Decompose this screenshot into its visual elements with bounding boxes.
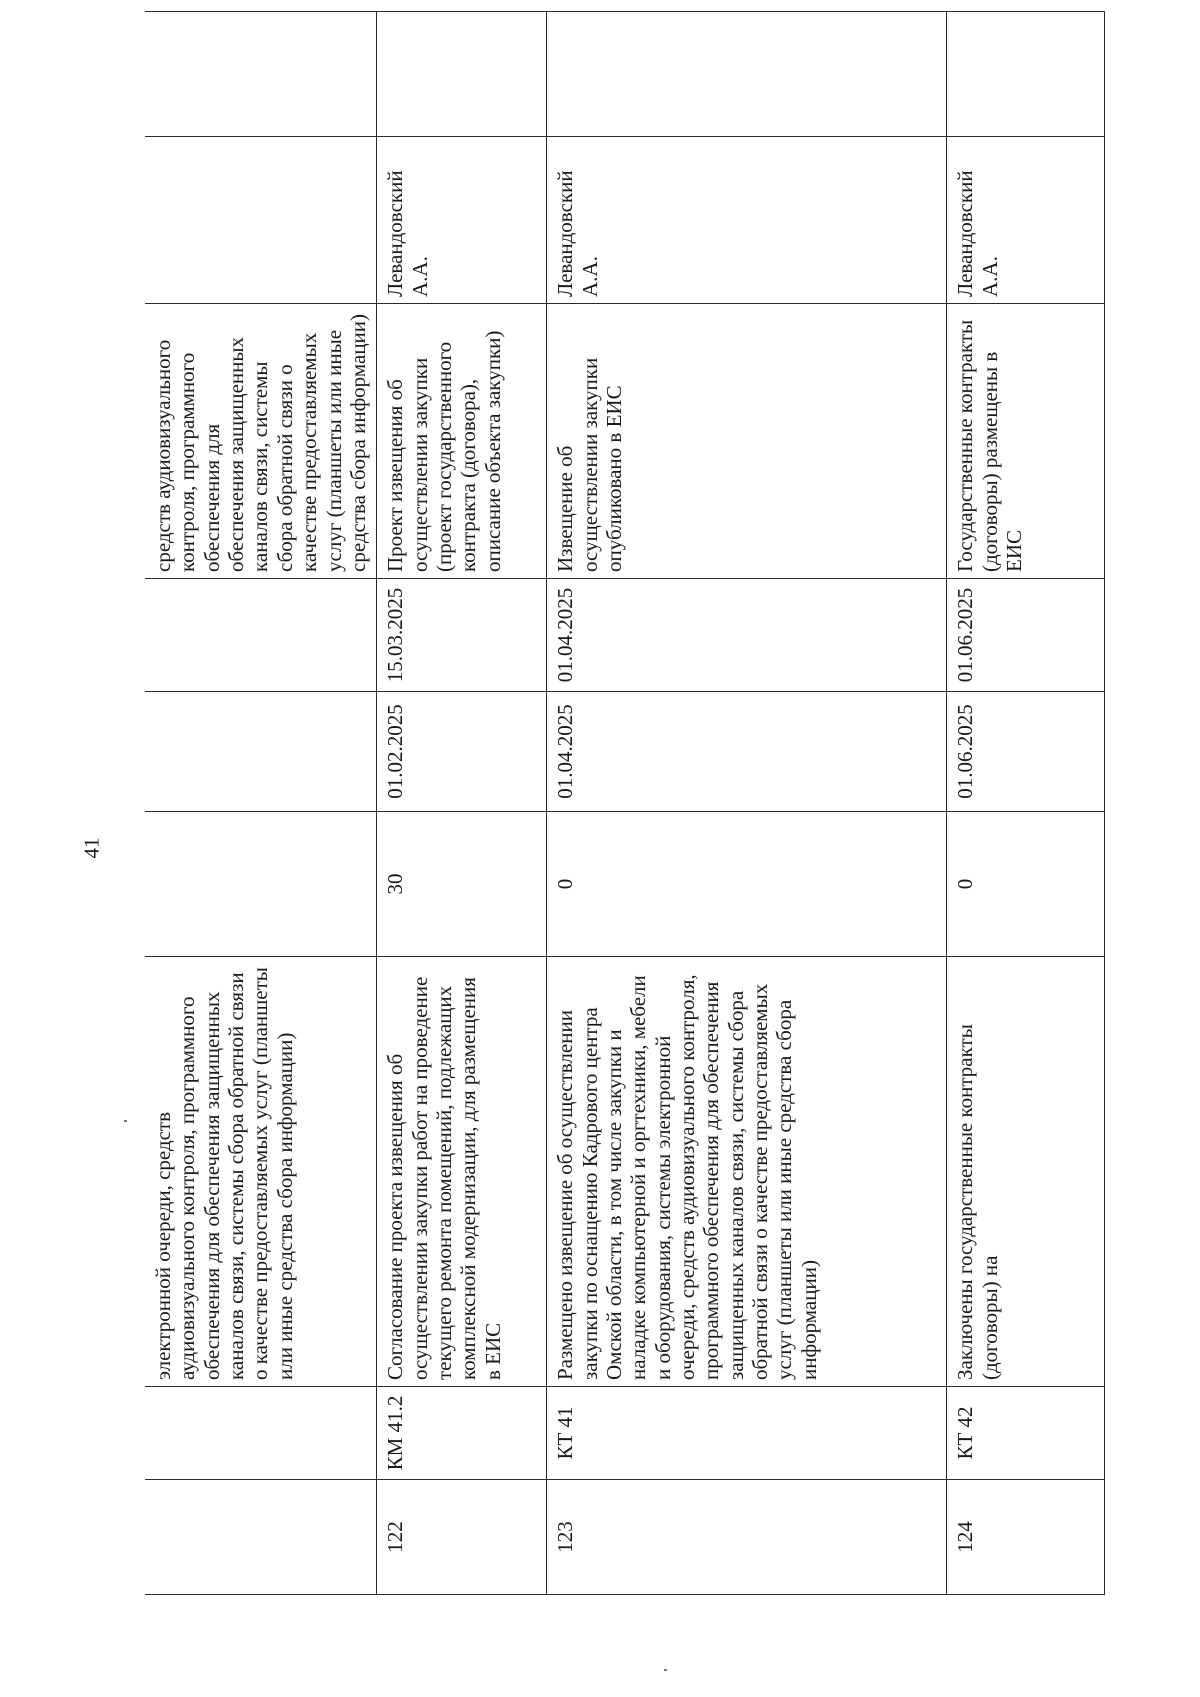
cell-end: 01.04.2025 [547, 579, 947, 692]
cell-responsible: Левандовский А.А. [947, 137, 1105, 304]
scan-artifact [124, 1120, 127, 1122]
cell-start: 01.04.2025 [547, 692, 947, 812]
plan-table [145, 11, 1105, 1595]
cell-result: Государственные контракты (договоры) размещены в ЕИС [947, 304, 1105, 579]
cell-duration: 30 [377, 812, 547, 957]
cell-start [145, 692, 377, 812]
scan-artifact [664, 1669, 667, 1671]
cell-result: Проект извещения об осуществлении закупки (проект государственного контракта (договора), описание объекта закупки) [377, 304, 547, 579]
cell-event: электронной очереди, средств аудиовизуального контроля, программного обеспечения для обеспечения защищенных каналов связи, системы сбора обратной связи о качестве предоставляемых услуг (планшеты или иные средства сбора информации) [145, 957, 377, 1387]
cell-start: 01.06.2025 [947, 692, 1105, 812]
cell-end: 01.06.2025 [947, 579, 1105, 692]
cell-extra [547, 12, 947, 137]
page-number: 41 [79, 837, 104, 859]
cell-num: 124 [947, 1480, 1105, 1595]
cell-end [145, 579, 377, 692]
cell-num: 123 [547, 1480, 947, 1595]
cell-end: 15.03.2025 [377, 579, 547, 692]
cell-event: Размещено извещение об осуществлении закупки по оснащению Кадрового центра Омской области, в том числе закупки и наладке компьютерной и оргтехники, мебели и оборудования, системы электронной очереди, средств аудиовизуального контроля, программного обеспечения для обеспечения защищенных каналов связи, системы сбора обратной связи о качестве предоставляемых услуг (планшеты или иные средства сбора информации) [547, 957, 947, 1387]
cell-extra [145, 12, 377, 137]
cell-extra [377, 12, 547, 137]
table-row [377, 12, 547, 1595]
cell-result: средств аудиовизуального контроля, программного обеспечения для обеспечения защищенных каналов связи, системы сбора обратной связи о качестве предоставляемых услуг (планшеты или иные средства сбора информации) [145, 304, 377, 579]
cell-code: КТ 41 [547, 1387, 947, 1480]
cell-duration [145, 812, 377, 957]
table-row [947, 12, 1105, 1595]
cell-num: 122 [377, 1480, 547, 1595]
cell-responsible: Левандовский А.А. [547, 137, 947, 304]
cell-start: 01.02.2025 [377, 692, 547, 812]
table-row [145, 12, 377, 1595]
cell-responsible: Левандовский А.А. [377, 137, 547, 304]
cell-extra [947, 12, 1105, 137]
cell-result: Извещение об осуществлении закупки опубликовано в ЕИС [547, 304, 947, 579]
cell-duration: 0 [547, 812, 947, 957]
cell-num [145, 1480, 377, 1595]
cell-code: КМ 41.2 [377, 1387, 547, 1480]
cell-event: Заключены государственные контракты (договоры) на [947, 957, 1105, 1387]
cell-code [145, 1387, 377, 1480]
cell-duration: 0 [947, 812, 1105, 957]
cell-code: КТ 42 [947, 1387, 1105, 1480]
cell-responsible [145, 137, 377, 304]
rotated-table-container [145, 12, 1103, 1595]
table-row [547, 12, 947, 1595]
cell-event: Согласование проекта извещения об осуществлении закупки работ на проведение текущего ремонта помещений, подлежащих комплексной модернизации, для размещения в ЕИС [377, 957, 547, 1387]
